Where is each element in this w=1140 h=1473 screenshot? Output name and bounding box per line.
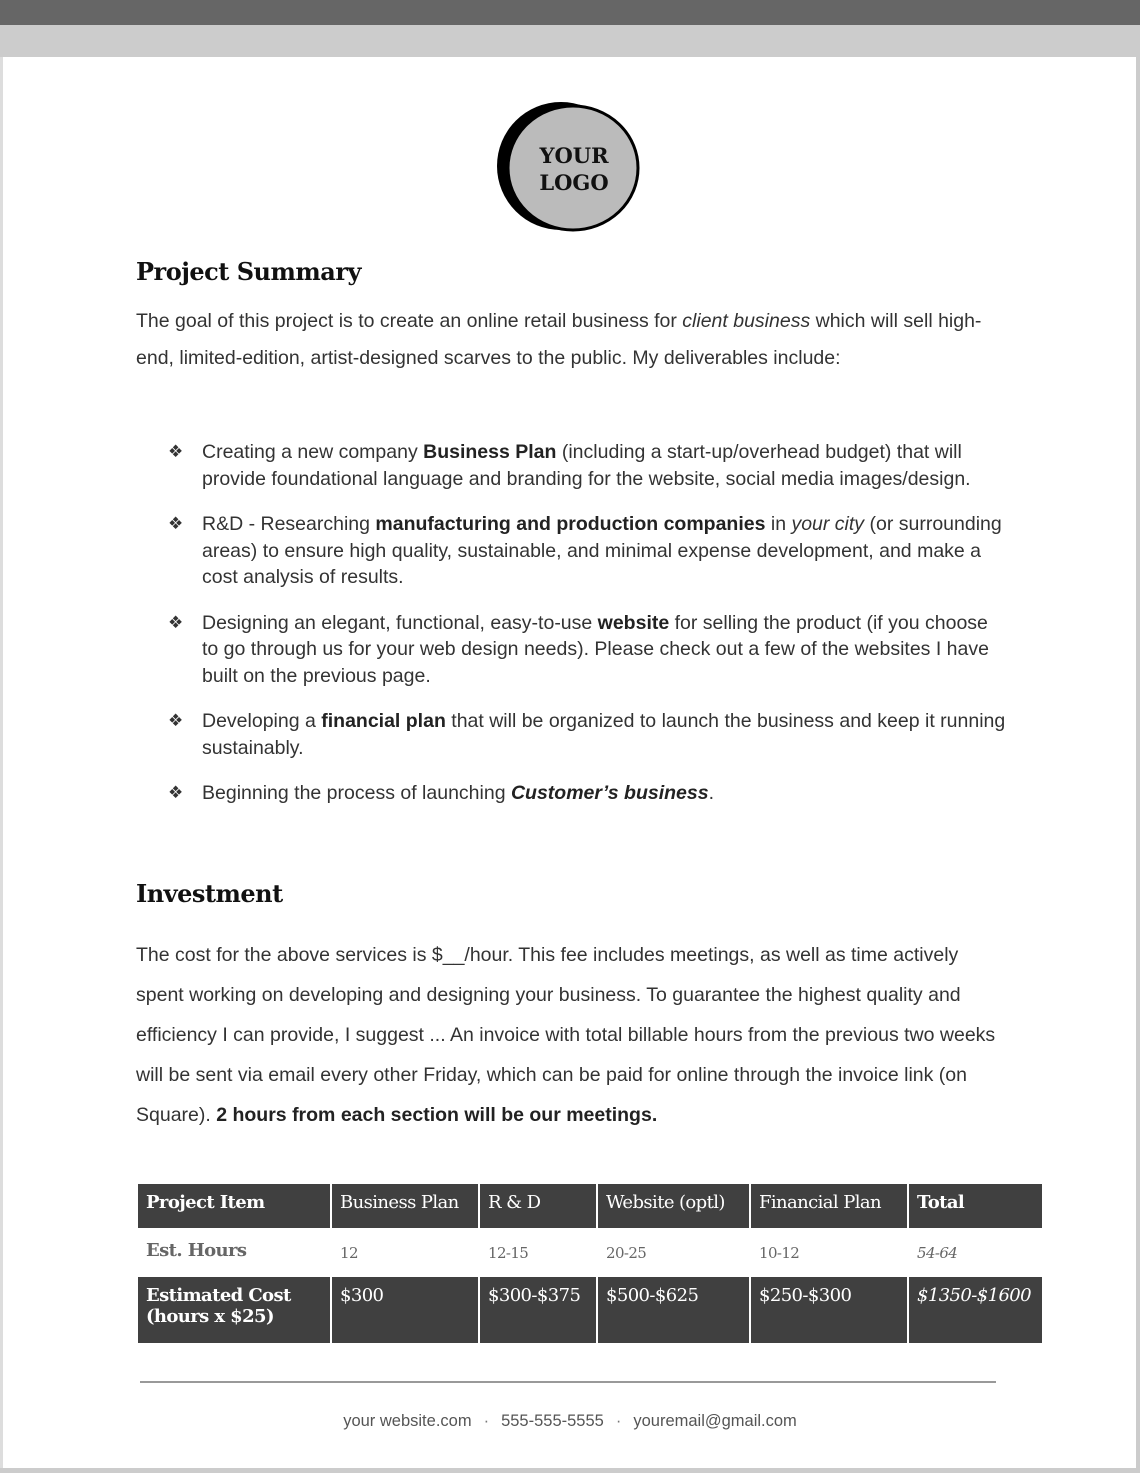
deliverable-item — [168, 780, 1008, 807]
text-segment: (including a start-up/overhead budget) that will provide foundational language and branding for the website, social media images/design. — [202, 441, 971, 490]
logo-text — [497, 142, 651, 196]
text-segment: Beginning the process of launching — [202, 782, 511, 804]
logo — [497, 100, 641, 232]
text-segment: The goal of this project is to create an online retail business for — [136, 310, 683, 332]
text-segment: 2 hours from each section will be our meetings. — [216, 1104, 658, 1126]
deliverable-item — [168, 610, 1008, 690]
footer-separator: · — [483, 1412, 490, 1430]
text-segment: client business — [682, 310, 811, 332]
text-segment: manufacturing and production companies — [375, 513, 766, 535]
table-cell-cost: $300 — [331, 1276, 479, 1344]
footer-website[interactable]: your website.com — [343, 1412, 472, 1430]
text-segment: your city — [791, 513, 865, 535]
table-cell-cost: $250-$300 — [750, 1276, 908, 1344]
text-segment: Business Plan — [423, 441, 557, 463]
top-bar-light — [0, 25, 1140, 57]
text-segment: R&D - Researching — [202, 513, 376, 535]
text-segment: Creating a new company — [202, 441, 424, 463]
table-cell-header: Website (optl) — [597, 1183, 750, 1229]
text-segment: which will sell high-end, limited-edition, artist-designed scarves to the public. My deliverables include: — [136, 310, 982, 369]
table-cell-hours: 12 — [331, 1229, 479, 1276]
table-row-cost — [137, 1276, 1043, 1344]
table-cell-hours: 20-25 — [597, 1229, 750, 1276]
page-edge-right — [1136, 57, 1140, 1473]
text-segment: (or surrounding areas) to ensure high quality, sustainable, and minimal expense development, and make a cost analysis of results. — [202, 513, 1002, 588]
deliverable-item — [168, 511, 1008, 591]
diamond-bullet-icon: ❖ — [168, 442, 184, 461]
table-cell-hours: 10-12 — [750, 1229, 908, 1276]
footer-separator: · — [615, 1412, 622, 1430]
table-cell-header: R & D — [479, 1183, 597, 1229]
text-segment: The cost for the above services is $__/hour. This fee includes meetings, as well as time actively spent working on developing and designing your business. To guarantee the highest quality and efficiency I can provide, I suggest ... An invoice with total billable hours from the previous two weeks will be sent via email every other Friday, which can be paid for online through the invoice link (on Square). — [136, 944, 996, 1126]
diamond-bullet-icon: ❖ — [168, 514, 184, 533]
page-edge-left — [0, 57, 3, 1473]
text-segment: in — [765, 513, 792, 535]
logo-line-1: YOUR — [539, 143, 609, 168]
diamond-bullet-icon: ❖ — [168, 612, 184, 632]
table-cell-header: Financial Plan — [750, 1183, 908, 1229]
table-cell-header: Total — [908, 1183, 1043, 1229]
table-cell-hours: 12-15 — [479, 1229, 597, 1276]
text-segment: Developing a — [202, 710, 322, 732]
table-cell-hours: Est. Hours — [137, 1229, 331, 1276]
table-cell-cost: $1350-$1600 — [908, 1276, 1043, 1344]
text-segment: that will be organized to launch the business and keep it running sustainably. — [202, 710, 1006, 759]
investment-heading: Investment — [136, 879, 283, 908]
deliverable-item — [168, 439, 1008, 492]
text-segment: for selling the product (if you choose to go through us for your web design needs). Please check out a few of the websites I have built on the previous page. — [202, 611, 989, 687]
table-cell-hours: 54-64 — [908, 1229, 1043, 1276]
deliverable-item — [168, 708, 1008, 761]
text-segment: Designing an elegant, functional, easy-to-use — [202, 611, 598, 634]
investment-table — [136, 1182, 1044, 1345]
table-cell-cost: $300-$375 — [479, 1276, 597, 1344]
summary-intro — [136, 303, 1006, 377]
page-edge-bottom — [0, 1468, 1140, 1473]
deliverables-list — [168, 439, 1008, 826]
diamond-bullet-icon: ❖ — [168, 783, 184, 802]
text-segment: website — [597, 611, 670, 634]
text-segment: Customer’s business — [510, 782, 709, 804]
top-bar-dark — [0, 0, 1140, 25]
footer — [0, 1412, 1140, 1431]
footer-divider — [140, 1381, 996, 1383]
diamond-bullet-icon: ❖ — [168, 711, 184, 730]
text-segment: . — [708, 782, 714, 804]
table-header-row — [137, 1183, 1043, 1229]
table-cell-header: Project Item — [137, 1183, 331, 1229]
investment-body — [136, 935, 1008, 1135]
footer-email[interactable]: youremail@gmail.com — [633, 1412, 797, 1430]
logo-line-2: LOGO — [539, 170, 609, 195]
table-cell-cost: $500-$625 — [597, 1276, 750, 1344]
footer-phone: 555-555-5555 — [501, 1412, 604, 1430]
table-cell-cost: Estimated Cost (hours x $25) — [137, 1276, 331, 1344]
table-cell-header: Business Plan — [331, 1183, 479, 1229]
text-segment: financial plan — [321, 710, 446, 732]
project-summary-heading: Project Summary — [136, 257, 361, 286]
table-row-hours — [137, 1229, 1043, 1276]
